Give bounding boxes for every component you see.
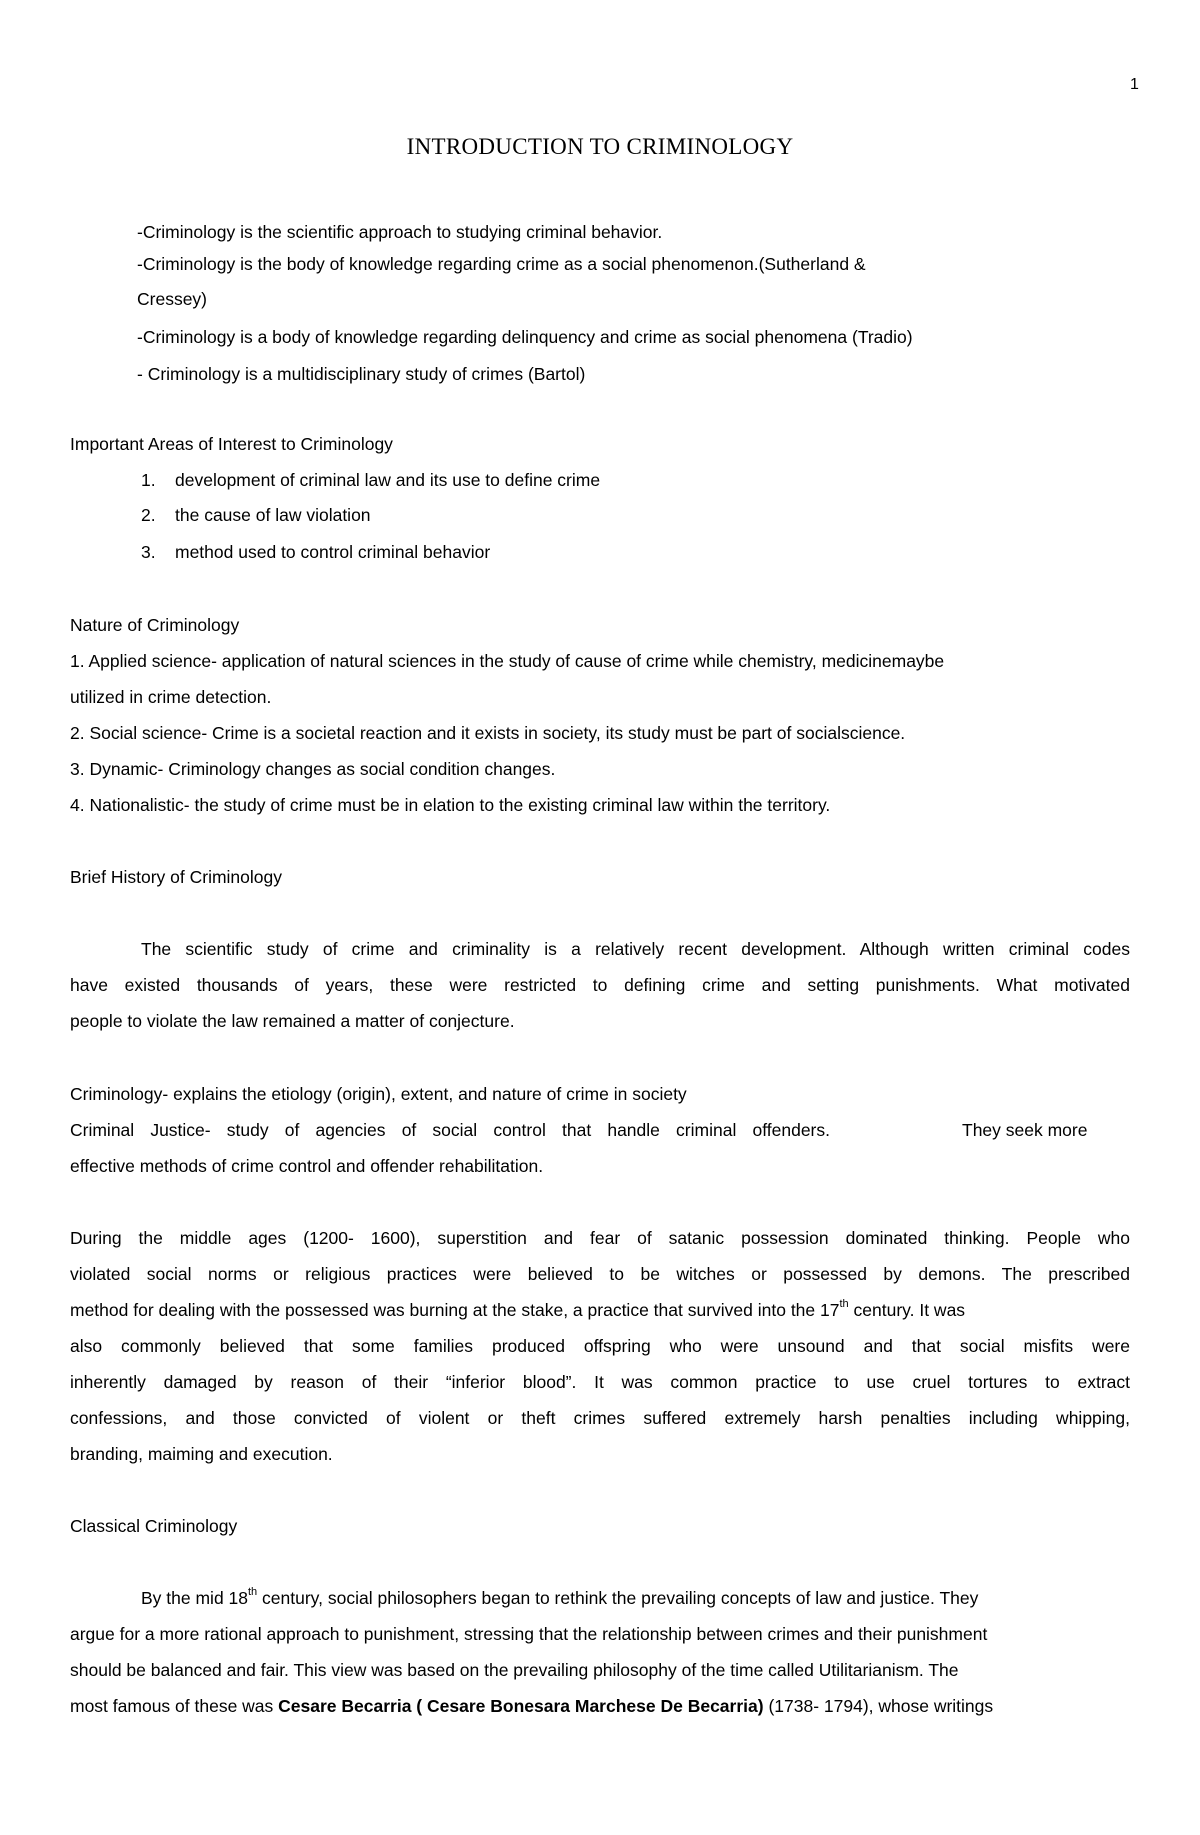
- list-item-text: development of criminal law and its use to define crime: [175, 470, 601, 490]
- definition-line: Cressey): [137, 289, 208, 309]
- nature-line: 4. Nationalistic- the study of crime must be in elation to the existing criminal law within the territory.: [70, 795, 831, 815]
- history-paragraph-line: The scientific study of crime and criminality is a relatively recent development. Although written criminal codes: [141, 939, 1130, 959]
- criminology-definition: Criminology- explains the etiology (origin), extent, and nature of crime in society: [70, 1084, 687, 1104]
- history-paragraph-line: people to violate the law remained a matter of conjecture.: [70, 1011, 515, 1031]
- text-run: By the mid 18: [141, 1588, 248, 1608]
- list-item: [141, 507, 371, 525]
- criminal-justice-definition-tail: They seek more: [962, 1120, 1088, 1140]
- nature-line: utilized in crime detection.: [70, 687, 272, 707]
- list-item-text: the cause of law violation: [175, 505, 371, 525]
- middle-ages-line: also commonly believed that some families produced offspring who were unsound and that social misfits were: [70, 1336, 1130, 1356]
- list-item: [141, 472, 600, 490]
- nature-line: 3. Dynamic- Criminology changes as social condition changes.: [70, 759, 556, 779]
- middle-ages-line: inherently damaged by reason of their “inferior blood”. It was common practice to use cruel tortures to extract: [70, 1372, 1130, 1392]
- middle-ages-line: violated social norms or religious practices were believed to be witches or possessed by demons. The prescribed: [70, 1264, 1130, 1284]
- classical-line: argue for a more rational approach to punishment, stressing that the relationship between crimes and their punishment: [70, 1624, 988, 1644]
- becarria-name: Cesare Becarria ( Cesare Bonesara Marchese De Becarria): [278, 1696, 764, 1716]
- superscript: th: [248, 1586, 258, 1598]
- list-item-text: method used to control criminal behavior: [175, 542, 491, 562]
- page-number: 1: [1130, 76, 1139, 93]
- list-item-number: 2.: [141, 505, 156, 525]
- section-heading-nature: Nature of Criminology: [70, 615, 240, 635]
- text-run: century. It was: [848, 1300, 966, 1320]
- criminal-justice-definition: Criminal Justice- study of agencies of social control that handle criminal offenders.: [70, 1120, 830, 1140]
- list-item-number: 1.: [141, 470, 156, 490]
- middle-ages-line: [70, 1298, 966, 1320]
- text-run: most famous of these was: [70, 1696, 279, 1716]
- middle-ages-line: branding, maiming and execution.: [70, 1444, 333, 1464]
- classical-line: should be balanced and fair. This view was based on the prevailing philosophy of the time called Utilitarianism. The: [70, 1660, 959, 1680]
- criminal-justice-definition-cont: effective methods of crime control and offender rehabilitation.: [70, 1156, 544, 1176]
- section-heading-areas: Important Areas of Interest to Criminology: [70, 434, 393, 454]
- middle-ages-line: confessions, and those convicted of violent or theft crimes suffered extremely harsh penalties including whipping,: [70, 1408, 1130, 1428]
- list-item: [141, 544, 490, 562]
- document-title: INTRODUCTION TO CRIMINOLOGY: [406, 134, 794, 159]
- classical-line: [141, 1586, 979, 1608]
- definition-line: - Criminology is a multidisciplinary study of crimes (Bartol): [137, 364, 586, 384]
- definition-line: -Criminology is the body of knowledge regarding crime as a social phenomenon.(Sutherland &: [137, 254, 866, 274]
- list-item-number: 3.: [141, 542, 156, 562]
- superscript: th: [839, 1298, 849, 1310]
- middle-ages-line: During the middle ages (1200- 1600), superstition and fear of satanic possession dominated thinking. People who: [70, 1228, 1130, 1248]
- definition-line: -Criminology is the scientific approach to studying criminal behavior.: [137, 222, 663, 242]
- classical-line: [70, 1698, 993, 1716]
- text-run: (1738- 1794), whose writings: [763, 1696, 994, 1716]
- history-paragraph-line: have existed thousands of years, these were restricted to defining crime and setting punishments. What motivated: [70, 975, 1130, 995]
- definition-line: -Criminology is a body of knowledge regarding delinquency and crime as social phenomena (Tradio): [137, 327, 913, 347]
- nature-line: 2. Social science- Crime is a societal reaction and it exists in society, its study must be part of socialscience.: [70, 723, 906, 743]
- section-heading-classical: Classical Criminology: [70, 1516, 238, 1536]
- section-heading-history: Brief History of Criminology: [70, 867, 282, 887]
- nature-line: 1. Applied science- application of natural sciences in the study of cause of crime while chemistry, medicinemaybe: [70, 651, 945, 671]
- text-run: century, social philosophers began to rethink the prevailing concepts of law and justice. They: [257, 1588, 979, 1608]
- text-run: method for dealing with the possessed was burning at the stake, a practice that survived into the 17: [70, 1300, 840, 1320]
